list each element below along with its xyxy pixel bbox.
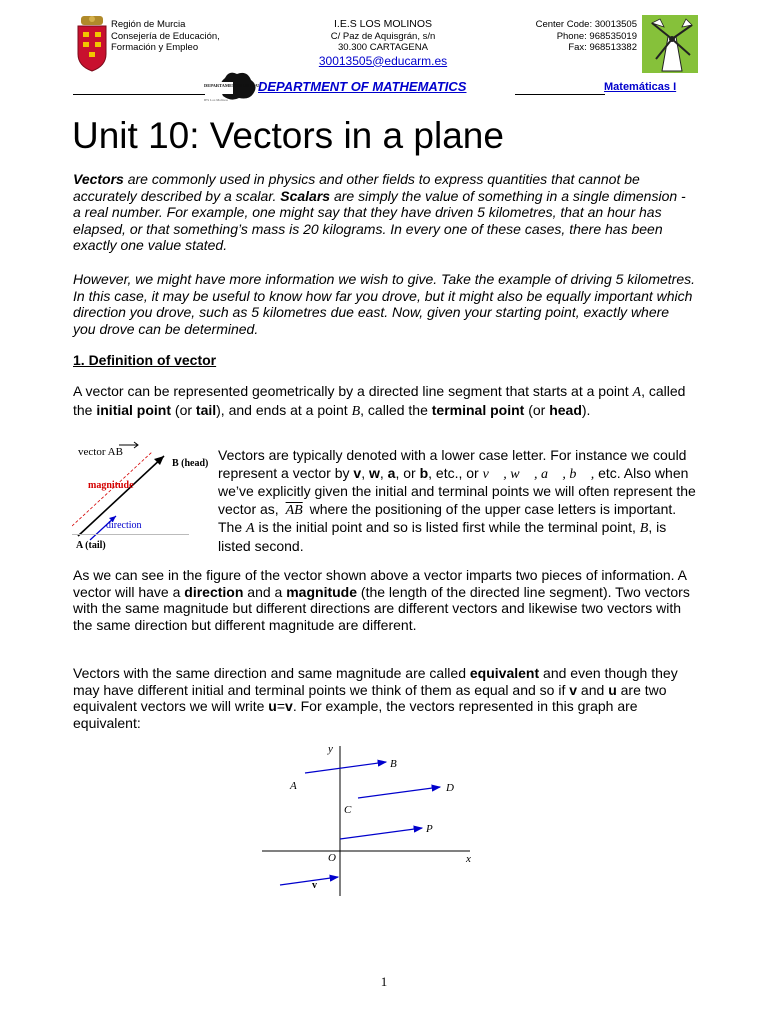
vector-ab-figure bbox=[72, 440, 216, 552]
vector-u: u bbox=[268, 698, 277, 714]
department-logo-small: IES Los Molinos bbox=[204, 98, 228, 102]
term-head: head bbox=[549, 401, 582, 418]
text: , is listed second. bbox=[218, 519, 667, 554]
text: where the positioning of the upper case letters is important. The bbox=[218, 500, 677, 535]
point-a: A bbox=[246, 521, 255, 536]
text: are two equivalent vectors we will write bbox=[73, 681, 667, 714]
vector-b: b bbox=[419, 464, 429, 481]
term-magnitude: magnitude bbox=[286, 583, 358, 600]
text: is the initial point and so is listed first while the terminal point, bbox=[254, 519, 640, 535]
term-vectors: Vectors bbox=[73, 171, 124, 187]
label-p: P bbox=[426, 823, 433, 835]
tail-label: A (tail) bbox=[76, 540, 106, 551]
header-right-line1: Center Code: 30013505 bbox=[535, 19, 637, 30]
region-logo bbox=[75, 14, 109, 72]
section-heading: 1. Definition of vector bbox=[73, 352, 217, 368]
text: etc. Also when we’ve explicitly given the initial and terminal points we will often represent the vector as, bbox=[218, 464, 696, 517]
vector-cd bbox=[358, 787, 440, 798]
y-axis-label: y bbox=[328, 743, 333, 755]
text: , bbox=[361, 464, 369, 481]
label-c: C bbox=[344, 804, 352, 816]
paragraph-notation bbox=[218, 447, 696, 555]
header-center-line1: I.E.S LOS MOLINOS bbox=[333, 18, 433, 30]
text: . For example, the vectors represented in this graph are equivalent: bbox=[73, 698, 638, 731]
term-tail: tail bbox=[195, 401, 217, 418]
text: , etc., or bbox=[428, 464, 483, 481]
header-right bbox=[490, 19, 637, 54]
paragraph-definition bbox=[73, 383, 695, 420]
equivalent-vectors-figure bbox=[258, 740, 480, 900]
origin-label: O bbox=[328, 852, 336, 864]
vector-u: u bbox=[608, 681, 617, 698]
page-title: Unit 10: Vectors in a plane bbox=[72, 115, 504, 156]
text: A vector can be represented geometrically by a directed line segment that starts at a point bbox=[73, 383, 633, 399]
head-label: B (head) bbox=[172, 458, 209, 469]
arrow-vectors: v⃗ , w⃗ , a⃗ , b⃗ , bbox=[482, 466, 595, 482]
text: are simply the value of something in a single dimension - a real number. For example, one might say that they have driven 5 kilometres, that an hour has elapsed, or that something’s mass is 20 kilograms. In every one of these cases, there has been exactly one value stated. bbox=[73, 187, 686, 253]
label-v: v bbox=[312, 880, 317, 891]
direction-label: direction bbox=[106, 520, 142, 531]
header-right-line3: Fax: 968513382 bbox=[568, 42, 637, 53]
point-a: A bbox=[632, 385, 642, 400]
text: and a bbox=[243, 583, 287, 600]
header-left-line3: Formación y Empleo bbox=[111, 42, 199, 53]
header-left bbox=[111, 19, 251, 54]
text: , called the bbox=[73, 383, 686, 418]
text: and bbox=[577, 681, 609, 698]
label-b: B bbox=[390, 758, 397, 770]
text: Vectors with the same direction and same magnitude are called bbox=[73, 665, 470, 681]
x-axis-label: x bbox=[466, 853, 471, 865]
header-rule-left bbox=[73, 94, 205, 95]
text: are commonly used in physics and other fields to express quantities that cannot be accurately described by a scalar. bbox=[73, 171, 640, 204]
page-number: 1 bbox=[380, 974, 388, 989]
email-link[interactable]: 30013505@educarm.es bbox=[318, 53, 448, 68]
department-title: DEPARTMENT OF MATHEMATICS bbox=[258, 79, 467, 94]
department-logo-text: DEPARTAMENTO DE MA bbox=[204, 83, 258, 88]
vector-v: v bbox=[569, 681, 578, 698]
text: Vectors are typically denoted with a lower case letter. For instance we could represent a vector by bbox=[218, 447, 687, 481]
vector-ab bbox=[305, 762, 386, 773]
term-equivalent: equivalent bbox=[469, 665, 540, 681]
term-initial-point: initial point bbox=[96, 401, 172, 418]
text: and even though they may have different initial and terminal points we think of them as equal and so if bbox=[73, 665, 678, 698]
paragraph-vectors-intro bbox=[73, 171, 695, 254]
header-center-line2: C/ Paz de Aquisgrán, s/n bbox=[330, 30, 436, 42]
text: , called the bbox=[360, 401, 432, 418]
text: (the length of the directed line segment). Two vectors with the same magnitude but different directions are different vectors and likewise two vectors with the same direction but different magnitude are different. bbox=[73, 583, 690, 633]
vector-a: a bbox=[387, 464, 396, 481]
point-b: B bbox=[351, 403, 361, 419]
text: As we can see in the figure of the vector shown above a vector imparts two pieces of information. A vector will have a bbox=[73, 567, 687, 600]
text: ), and ends at a point bbox=[216, 401, 352, 418]
text: , or bbox=[395, 464, 420, 481]
figure-title: vector AB bbox=[78, 446, 123, 458]
magnitude-label: magnitude bbox=[88, 480, 134, 491]
text: (or bbox=[524, 401, 550, 418]
paragraph-driving-example: However, we might have more information we wish to give. Take the example of driving 5 kilometres. In this case, it may be useful to know how far you drove, but it might also be equally important which direction you drove, such as 5 kilometres due east. Now, given your starting point, exactly where you drove can be determined. bbox=[73, 271, 695, 337]
course-name: Matemáticas I bbox=[604, 81, 677, 93]
header-center bbox=[283, 19, 483, 69]
department-logo bbox=[203, 66, 259, 104]
paragraph-direction-magnitude bbox=[73, 567, 695, 633]
text: = bbox=[276, 698, 286, 714]
header-rule-right bbox=[515, 94, 605, 95]
vector-ab-notation: $\overline{AB}$ bbox=[285, 502, 303, 518]
paragraph-equivalent bbox=[73, 665, 695, 731]
vector-w: w bbox=[368, 464, 380, 481]
vector-op bbox=[340, 828, 422, 839]
term-direction: direction bbox=[184, 583, 244, 600]
school-logo bbox=[642, 15, 698, 73]
header-left-line1: Región de Murcia bbox=[111, 19, 186, 30]
header-center-line3: 30.300 CARTAGENA bbox=[338, 42, 428, 53]
term-scalars: Scalars bbox=[280, 187, 331, 204]
label-a: A bbox=[290, 780, 297, 792]
vector-v: v bbox=[353, 464, 362, 481]
header-left-line2: Consejería de Educación, bbox=[111, 30, 220, 42]
vector-v: v bbox=[285, 698, 293, 714]
label-d: D bbox=[446, 782, 454, 794]
text: , bbox=[379, 464, 388, 481]
term-terminal-point: terminal point bbox=[431, 401, 525, 418]
header-right-line2: Phone: 968535019 bbox=[556, 30, 637, 42]
text: (or bbox=[171, 401, 196, 418]
text: ). bbox=[581, 401, 591, 418]
vector-v-arrow bbox=[280, 877, 338, 885]
point-b: B bbox=[639, 521, 649, 536]
figure-divider bbox=[72, 534, 189, 535]
